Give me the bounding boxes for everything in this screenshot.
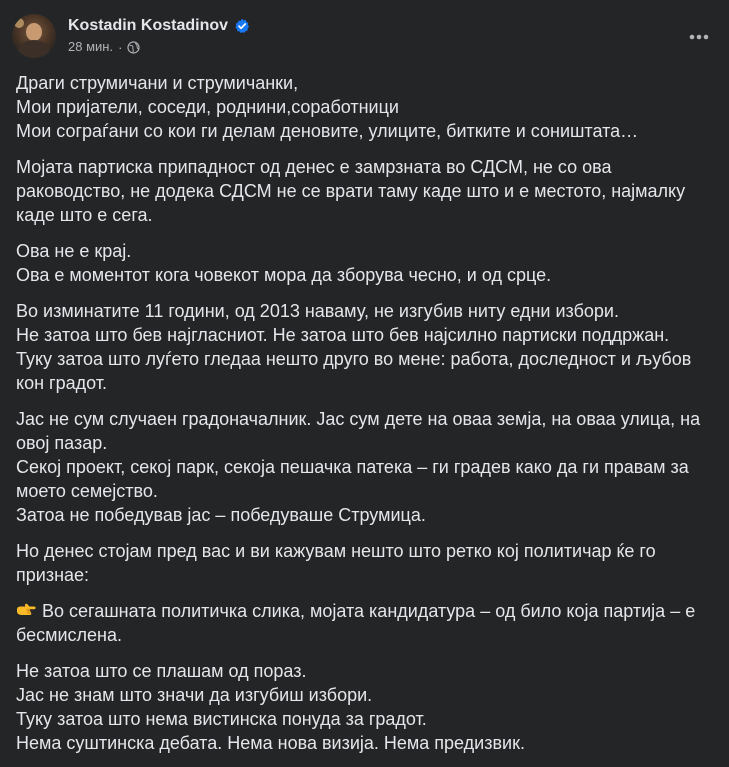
post-paragraph <box>16 659 716 755</box>
post-line: Драги струмичани и струмичанки, <box>16 73 299 93</box>
post-line: Во изминатите 11 години, од 2013 наваму, не изгубив ниту едни избори. <box>16 301 619 321</box>
separator-dot: · <box>118 39 123 55</box>
post-line: Мои сограѓани со кои ги делам деновите, улиците, битките и соништата… <box>16 121 639 141</box>
post-line: Секој проект, секој парк, секоја пешачка патека – ги градев како да ги правам за моето семејство. <box>16 457 694 501</box>
post-header <box>12 12 250 60</box>
post-line-text: Во сегашната политичка слика, мојата кандидатура – од било која партија – е бесмислена. <box>16 601 701 645</box>
post-line: Туку затоа што нема вистинска понуда за градот. <box>16 709 427 729</box>
post-line: Ова не е крај. <box>16 241 132 261</box>
post-paragraph <box>16 71 716 143</box>
post-line: Туку затоа што луѓето гледаа нешто друго во мене: работа, доследност и љубов кон градот. <box>16 349 697 393</box>
post-line: Мојата партиска припадност од денес е замрзната во СДСМ, не со ова раководство, не додека СДСМ не се врати таму каде што и е местото, најмалку каде што е сега. <box>16 157 691 225</box>
more-horizontal-icon <box>689 27 709 45</box>
post-line: Мои пријатели, соседи, роднини,соработници <box>16 97 399 117</box>
post-line: Не затоа што бев најгласниот. Не затоа што бев најсилно партиски поддржан. <box>16 325 670 345</box>
avatar-face <box>26 23 42 41</box>
post-paragraph <box>16 599 716 647</box>
globe-icon[interactable] <box>127 41 140 54</box>
author-meta <box>68 16 250 56</box>
post-line: Ова е моментот кога човекот мора да зборува чесно, и од срце. <box>16 265 552 285</box>
post-paragraph <box>16 299 716 395</box>
post-time-row <box>68 38 250 56</box>
post-line: Не затоа што се плашам од пораз. <box>16 661 307 681</box>
post-paragraph <box>16 239 716 287</box>
post-text <box>16 71 716 767</box>
post-line: Нема суштинска дебата. Нема нова визија. Нема предизвик. <box>16 733 525 753</box>
post-line: Јас не знам што значи да изгубиш избори. <box>16 685 373 705</box>
backhand-index-pointing-right-emoji-icon <box>16 600 36 616</box>
avatar-light <box>14 18 24 28</box>
post-paragraph <box>16 539 716 587</box>
verified-badge-icon <box>234 18 250 34</box>
author-name[interactable]: Kostadin Kostadinov <box>68 17 229 34</box>
author-avatar[interactable] <box>12 14 56 58</box>
author-name-row <box>68 16 250 36</box>
post-options-button[interactable] <box>681 18 717 54</box>
post-line: Затоа не победував јас – победуваше Струмица. <box>16 505 426 525</box>
post-paragraph <box>16 407 716 527</box>
avatar-body <box>18 40 50 58</box>
post-timestamp[interactable]: 28 мин. <box>68 39 114 54</box>
post-paragraph <box>16 155 716 227</box>
post-line-with-emoji <box>16 599 716 647</box>
post-line: Јас не сум случаен градоначалник. Јас сум дете на оваа земја, на оваа улица, на овој пазар. <box>16 409 706 453</box>
post-line: Но денес стојам пред вас и ви кажувам нешто што ретко кој политичар ќе го признае: <box>16 541 661 585</box>
